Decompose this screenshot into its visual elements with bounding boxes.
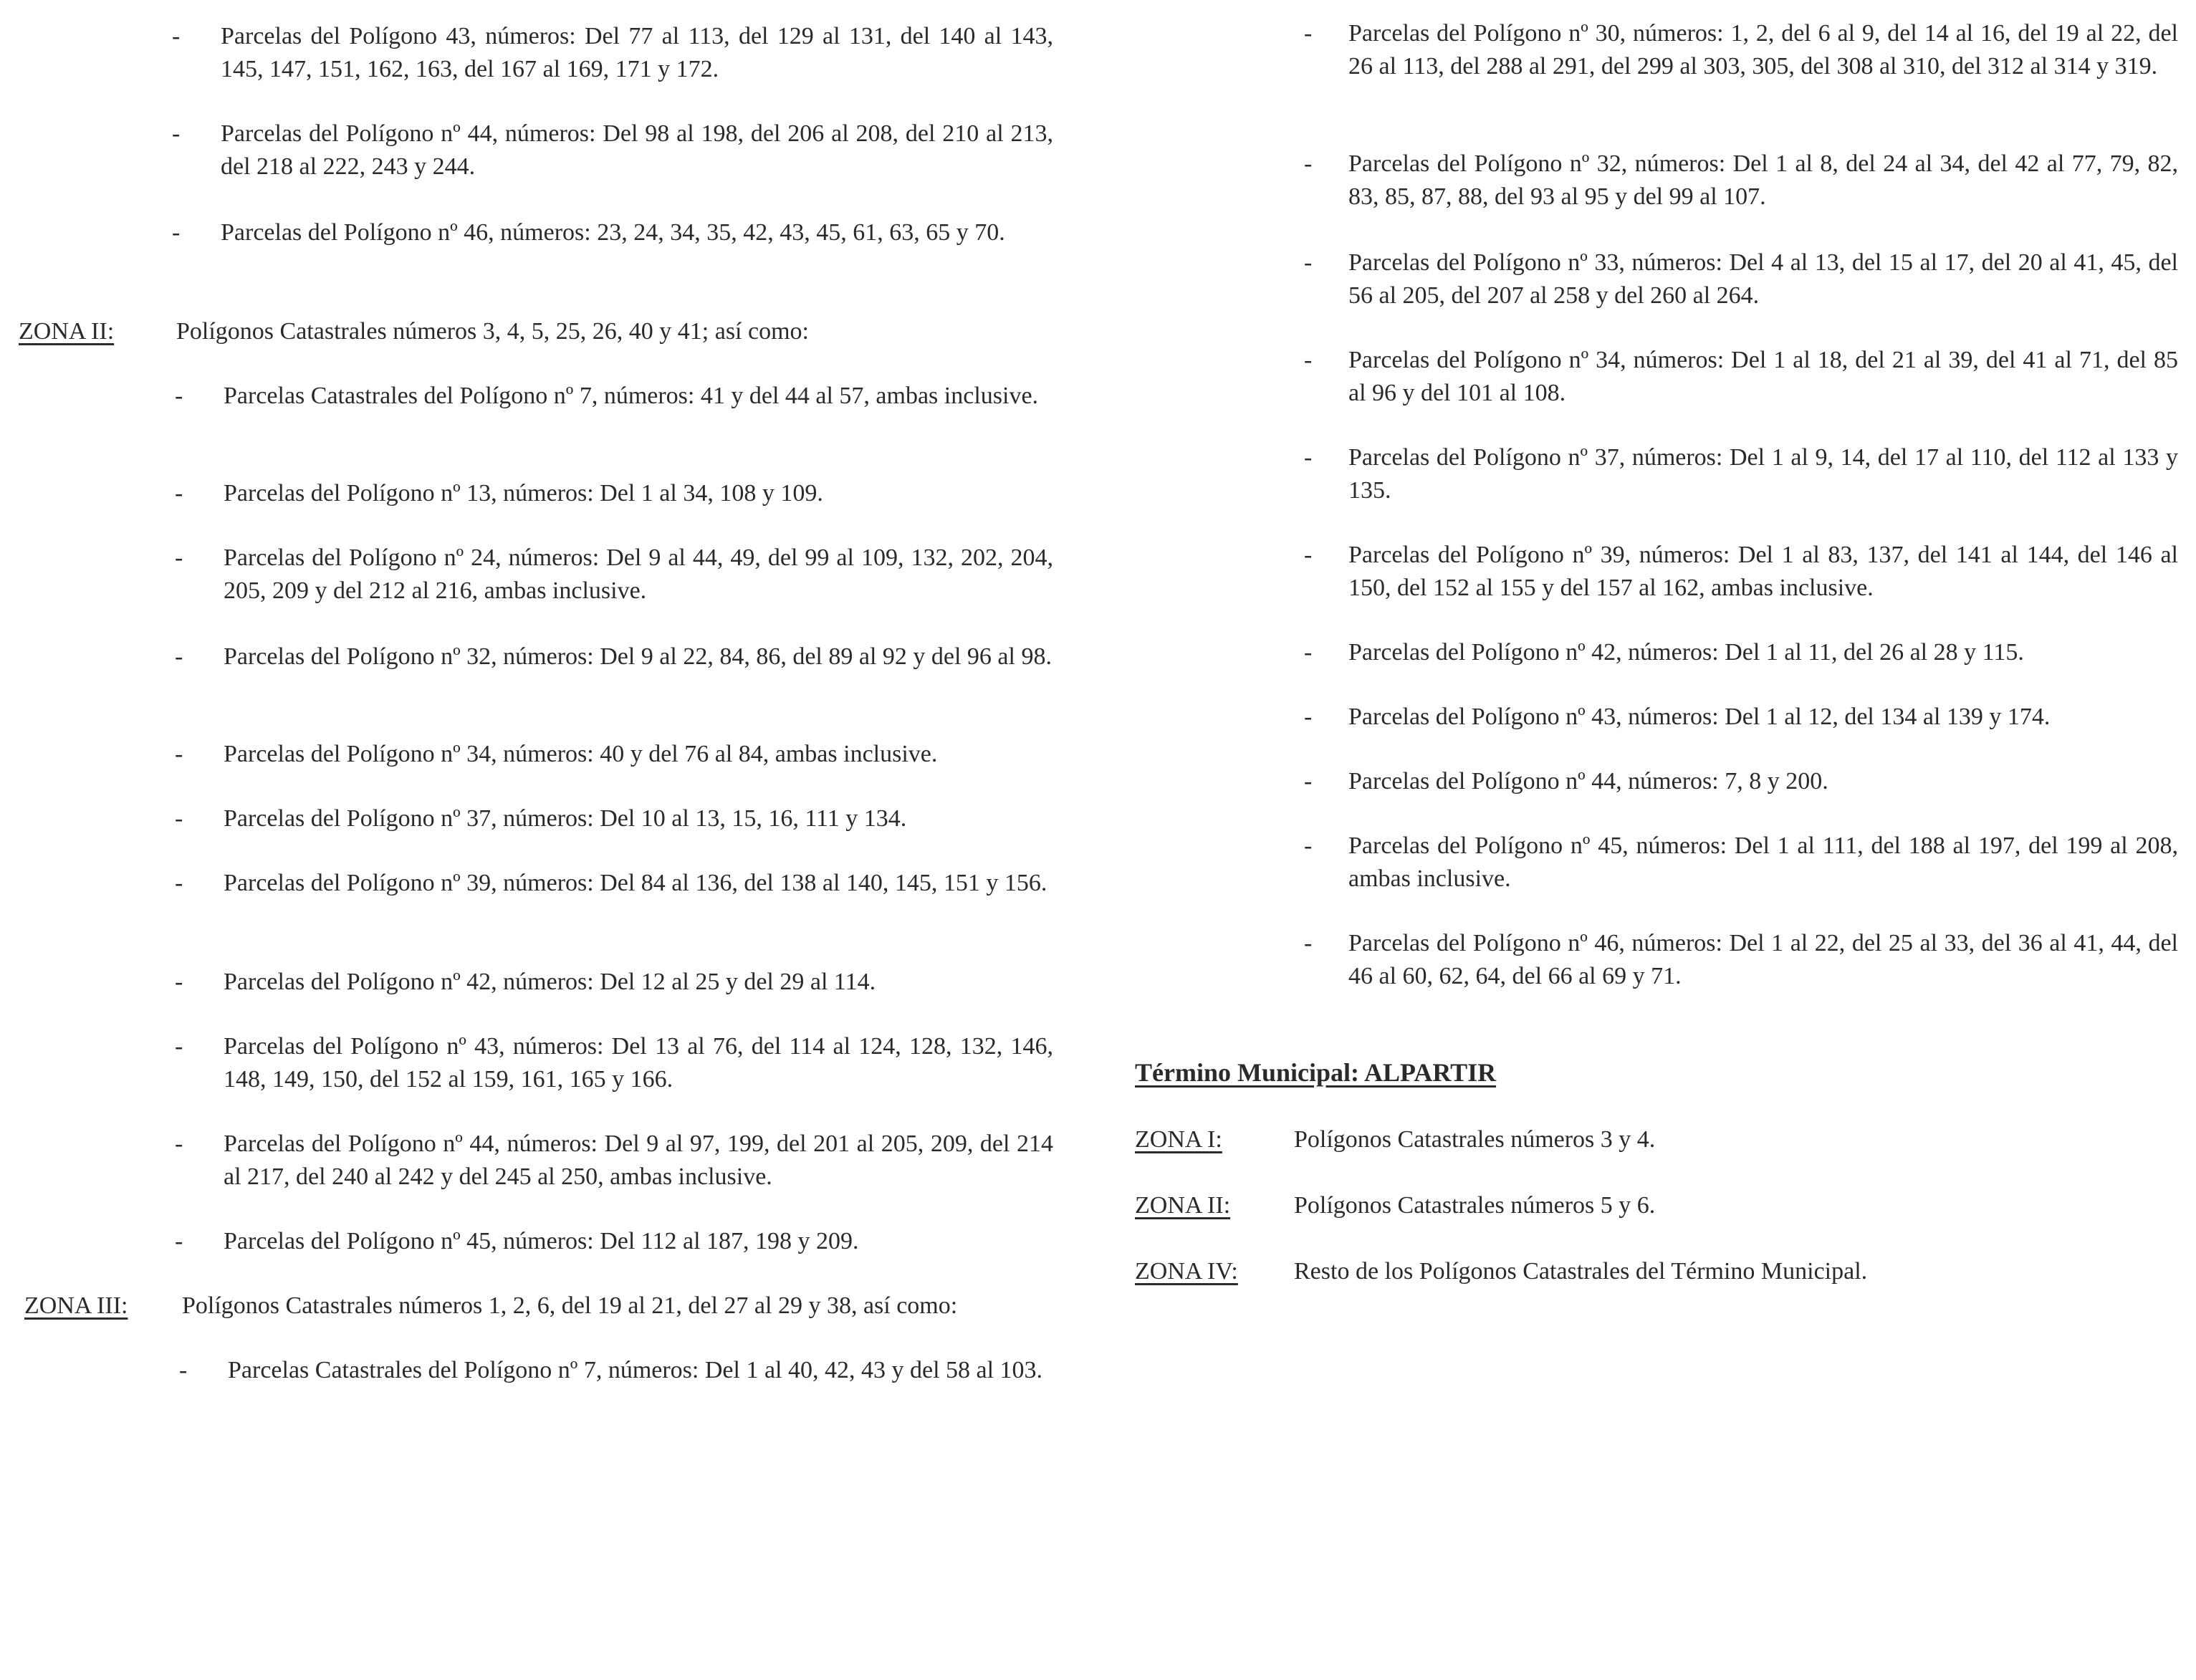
list-item-text: Parcelas del Polígono 43, números: Del 77 al 113, del 129 al 131, del 140 al 143, 145, 147, 151, 162, 163, del 167 al 169, 171 y 172.: [221, 23, 1053, 82]
list-item-text: Parcelas del Polígono nº 39, números: Del 1 al 83, 137, del 141 al 144, del 146 al 150, del 152 al 155 y del 157 al 162, ambas inclusive.: [1348, 542, 2178, 601]
list-item-text: Parcelas del Polígono nº 34, números: Del 1 al 18, del 21 al 39, del 41 al 71, del 85 al 96 y del 101 al 108.: [1348, 347, 2178, 406]
list-item-text: Parcelas Catastrales del Polígono nº 7, números: Del 1 al 40, 42, 43 y del 58 al 103.: [228, 1357, 1043, 1383]
list-dash: -: [172, 23, 181, 49]
list-item-text: Parcelas del Polígono nº 44, números: Del 98 al 198, del 206 al 208, del 210 al 213, del 218 al 222, 243 y 244.: [221, 120, 1053, 180]
list-dash: -: [1304, 832, 1313, 859]
list-dash: -: [175, 383, 183, 409]
list-item-text: Parcelas del Polígono nº 39, números: Del 84 al 136, del 138 al 140, 145, 151 y 156.: [224, 870, 1047, 896]
list-dash: -: [1304, 20, 1313, 47]
list-dash: -: [175, 1228, 183, 1254]
list-dash: -: [1304, 542, 1313, 568]
list-item-text: Parcelas del Polígono nº 43, números: Del 1 al 12, del 134 al 139 y 174.: [1348, 704, 2051, 730]
list-item-text: Parcelas del Polígono nº 44, números: Del 9 al 97, 199, del 201 al 205, 209, del 214 al 217, del 240 al 242 y del 245 al 250, ambas inclusive.: [224, 1131, 1053, 1190]
list-dash: -: [175, 1033, 183, 1060]
list-item-text: Parcelas del Polígono nº 37, números: Del 10 al 13, 15, 16, 111 y 134.: [224, 805, 907, 832]
list-dash: -: [1304, 930, 1313, 956]
list-dash: -: [175, 643, 183, 670]
zone-text: Polígonos Catastrales números 1, 2, 6, del 19 al 21, del 27 al 29 y 38, así como:: [182, 1292, 958, 1319]
zone-label: ZONA III:: [24, 1292, 128, 1319]
list-dash: -: [175, 870, 183, 896]
list-dash: -: [1304, 444, 1313, 471]
list-item-text: Parcelas del Polígono nº 24, números: Del 9 al 44, 49, del 99 al 109, 132, 202, 204, 205, 209 y del 212 al 216, ambas inclusive.: [224, 544, 1053, 604]
zone-text: Resto de los Polígonos Catastrales del Término Municipal.: [1294, 1258, 1868, 1285]
list-item-text: Parcelas del Polígono nº 33, números: Del 4 al 13, del 15 al 17, del 20 al 41, 45, del 56 al 205, del 207 al 258 y del 260 al 264.: [1348, 249, 2178, 309]
list-dash: -: [1304, 639, 1313, 666]
zone-label: ZONA II:: [19, 318, 115, 345]
list-item-text: Parcelas del Polígono nº 45, números: Del 1 al 111, del 188 al 197, del 199 al 208, ambas inclusive.: [1348, 832, 2178, 892]
zone-label: ZONA II:: [1135, 1192, 1231, 1219]
zone-text: Polígonos Catastrales números 5 y 6.: [1294, 1192, 1656, 1219]
list-dash: -: [1304, 249, 1313, 276]
zone-text: Polígonos Catastrales números 3 y 4.: [1294, 1126, 1656, 1153]
list-item-text: Parcelas del Polígono nº 46, números: 23, 24, 34, 35, 42, 43, 45, 61, 63, 65 y 70.: [221, 219, 1005, 246]
list-item-text: Parcelas del Polígono nº 43, números: Del 13 al 76, del 114 al 124, 128, 132, 146, 148, 149, 150, del 152 al 159, 161, 165 y 166.: [224, 1033, 1053, 1093]
list-item-text: Parcelas del Polígono nº 45, números: Del 112 al 187, 198 y 209.: [224, 1228, 859, 1254]
list-dash: -: [175, 741, 183, 767]
list-item-text: Parcelas del Polígono nº 32, números: Del 9 al 22, 84, 86, del 89 al 92 y del 96 al 98.: [224, 643, 1052, 670]
list-item-text: Parcelas del Polígono nº 42, números: Del 12 al 25 y del 29 al 114.: [224, 969, 876, 995]
list-item-text: Parcelas del Polígono nº 46, números: Del 1 al 22, del 25 al 33, del 36 al 41, 44, del 46 al 60, 62, 64, del 66 al 69 y 71.: [1348, 930, 2178, 989]
list-item-text: Parcelas del Polígono nº 44, números: 7, 8 y 200.: [1348, 768, 1828, 795]
list-dash: -: [1304, 768, 1313, 795]
list-item-text: Parcelas del Polígono nº 32, números: Del 1 al 8, del 24 al 34, del 42 al 77, 79, 82, 83, 85, 87, 88, del 93 al 95 y del 99 al 107.: [1348, 150, 2178, 210]
list-dash: -: [175, 1131, 183, 1157]
zone-label: ZONA I:: [1135, 1126, 1222, 1153]
list-dash: -: [172, 219, 181, 246]
list-dash: -: [175, 480, 183, 507]
list-item-text: Parcelas del Polígono nº 34, números: 40 y del 76 al 84, ambas inclusive.: [224, 741, 938, 767]
list-dash: -: [179, 1357, 188, 1383]
list-item-text: Parcelas Catastrales del Polígono nº 7, números: 41 y del 44 al 57, ambas inclusive.: [224, 383, 1039, 409]
list-item-text: Parcelas del Polígono nº 42, números: Del 1 al 11, del 26 al 28 y 115.: [1348, 639, 2024, 666]
municipality-heading: Término Municipal: ALPARTIR: [1135, 1058, 1497, 1087]
list-dash: -: [1304, 347, 1313, 373]
list-dash: -: [1304, 150, 1313, 177]
zone-text: Polígonos Catastrales números 3, 4, 5, 25, 26, 40 y 41; así como:: [176, 318, 809, 345]
list-item-text: Parcelas del Polígono nº 30, números: 1, 2, del 6 al 9, del 14 al 16, del 19 al 22, del 26 al 113, del 288 al 291, del 299 al 303, 305, del 308 al 310, del 312 al 314 y 319.: [1348, 20, 2178, 80]
list-dash: -: [175, 805, 183, 832]
list-item-text: Parcelas del Polígono nº 13, números: Del 1 al 34, 108 y 109.: [224, 480, 823, 507]
zone-label: ZONA IV:: [1135, 1258, 1238, 1285]
list-dash: -: [175, 544, 183, 571]
list-dash: -: [175, 969, 183, 995]
list-dash: -: [1304, 704, 1313, 730]
list-item-text: Parcelas del Polígono nº 37, números: Del 1 al 9, 14, del 17 al 110, del 112 al 133 y 135.: [1348, 444, 2178, 504]
list-dash: -: [172, 120, 181, 147]
